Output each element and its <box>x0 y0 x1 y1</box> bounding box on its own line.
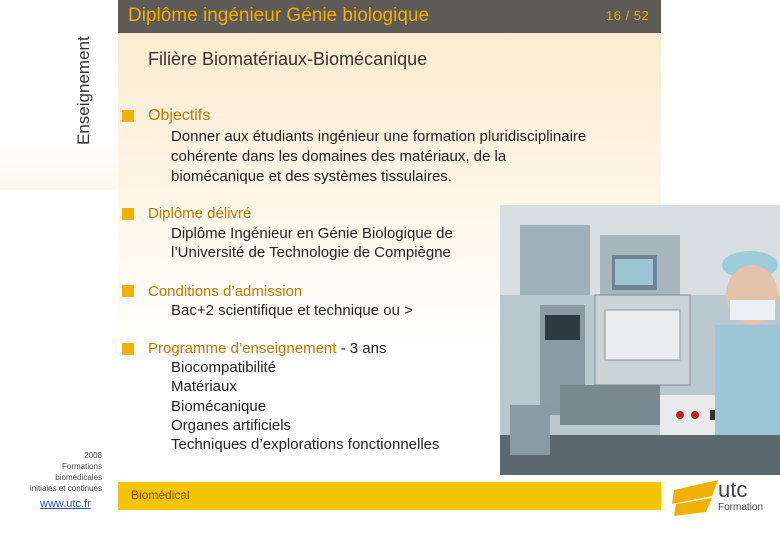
side-note <box>10 450 102 494</box>
section-line: Matériaux <box>171 378 237 395</box>
programme-duration: - 3 ans <box>336 340 387 357</box>
subtitle: Filière Biomatériaux-Biomécanique <box>148 49 428 69</box>
section-line: biomécanique et des systèmes tissulaires. <box>171 168 452 185</box>
website-link[interactable]: www.utc.fr <box>40 498 91 510</box>
section-line: Diplôme Ingénieur en Génie Biologique de <box>171 225 453 242</box>
section-heading-conditions: Conditions d’admission <box>148 283 303 300</box>
side-note-line: biomédicales <box>55 473 102 482</box>
bullet-icon <box>122 208 134 220</box>
page-title: Diplôme ingénieur Génie biologique <box>128 5 430 26</box>
section-line: Biomécanique <box>171 398 267 415</box>
section-line: Techniques d’explorations fonctionnelles <box>171 436 440 453</box>
bullet-icon <box>122 110 134 122</box>
bullet-icon <box>122 285 134 297</box>
section-heading-programme <box>148 340 386 357</box>
lab-photo-graphic <box>500 205 780 475</box>
sidebar-band <box>0 0 118 190</box>
page-number: 16 / 52 <box>606 8 650 23</box>
section-heading-objectifs: Objectifs <box>148 107 211 124</box>
section-line: cohérente dans les domaines des matériaux, de la <box>171 148 507 165</box>
footer-bar <box>118 482 661 510</box>
lab-photo <box>500 205 780 475</box>
sidebar-label: Enseignement <box>74 36 93 145</box>
section-line: l’Université de Technologie de Compiègne <box>171 244 451 261</box>
footer-label: Biomédical <box>131 488 190 502</box>
logo-subtext: Formation <box>718 502 764 513</box>
programme-heading-text: Programme d’enseignement <box>148 340 337 357</box>
utc-logo-mark-icon <box>672 474 722 518</box>
section-line: Organes artificiels <box>171 417 292 434</box>
logo-text: utc <box>718 477 748 502</box>
section-line: Donner aux étudiants ingénieur une formation pluridisciplinaire <box>171 128 587 145</box>
section-heading-diplome: Diplôme délivré <box>148 205 252 222</box>
section-line: Biocompatibilité <box>171 359 277 376</box>
side-note-line: initiales et continues <box>29 484 102 493</box>
side-note-line: 2008 <box>84 451 102 460</box>
bullet-icon <box>122 343 134 355</box>
side-note-line: Formations <box>61 462 102 471</box>
section-line: Bac+2 scientifique et technique ou > <box>171 302 413 319</box>
